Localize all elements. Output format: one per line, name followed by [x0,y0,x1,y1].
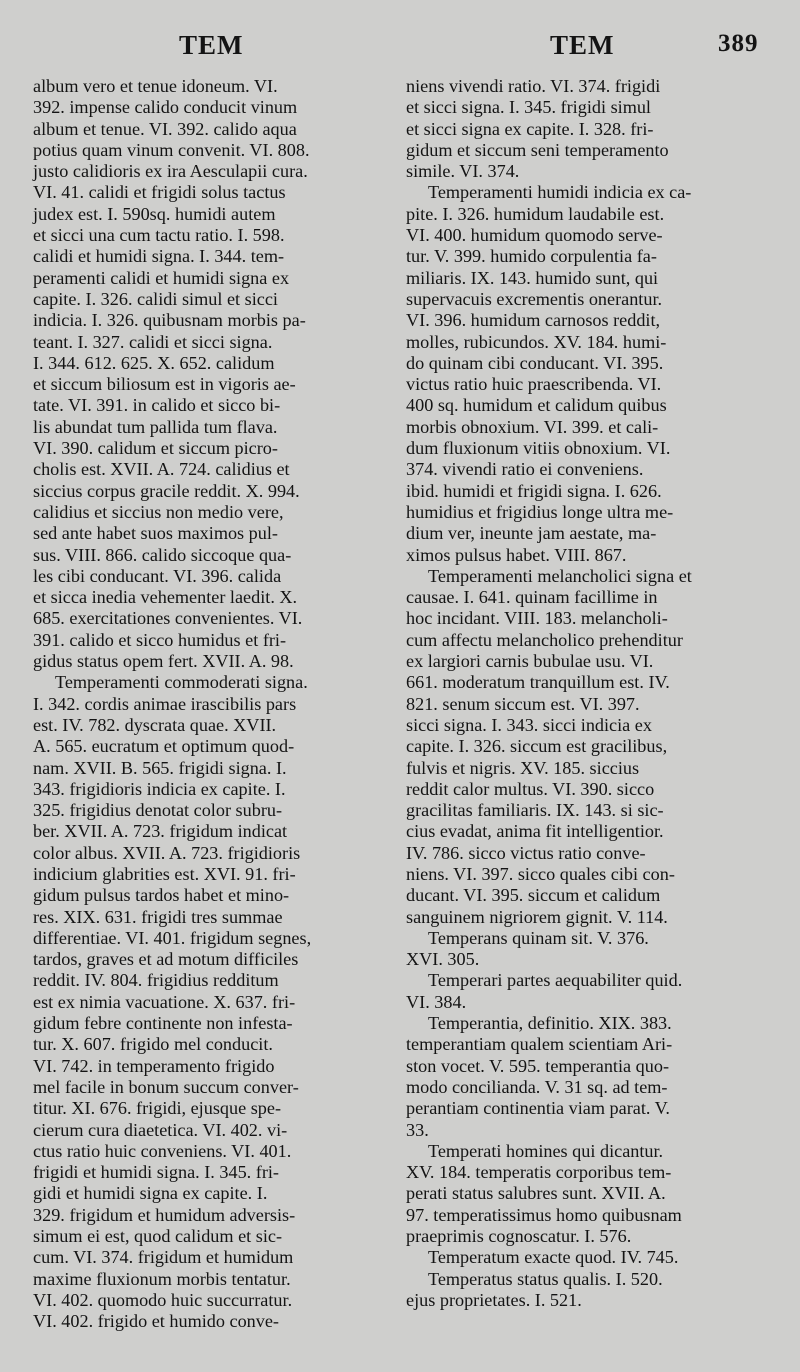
text-line: 685. exercitationes convenientes. VI. [33,608,303,629]
text-line: niens vivendi ratio. VI. 374. frigidi [406,76,661,96]
text-line: maxime fluxionum morbis tentatur. [33,1268,291,1289]
text-line: ejus proprietates. I. 521. [406,1289,582,1310]
text-line: ston vocet. V. 595. temperantia quo- [406,1055,669,1076]
text-line: I. 344. 612. 625. X. 652. calidum [33,352,275,373]
text-line: et sicci una cum tactu ratio. I. 598. [33,225,285,246]
text-line: siccius corpus gracile reddit. X. 994. [33,480,300,501]
text-line: simile. VI. 374. [406,161,520,182]
text-line: niens. VI. 397. sicco quales cibi con- [406,863,675,884]
entry-headword-line: Temperans quinam sit. V. 376. [428,927,649,948]
text-line: gidum pulsus tardos habet et mino- [33,885,290,906]
text-line: peramenti calidi et humidi signa ex [33,267,290,288]
text-line: perantiam continentia viam parat. V. [406,1098,670,1119]
text-line: 329. frigidum et humidum adversis- [33,1204,296,1225]
text-line: tur. V. 399. humido corpulentia fa- [406,246,657,267]
text-line: VI. 396. humidum carnosos reddit, [406,310,661,331]
entry-headword-line: Temperamenti commoderati signa. [55,672,308,693]
text-line: indicium glabrities est. XVI. 91. fri- [33,863,296,884]
text-line: 343. frigidioris indicia ex capite. I. [33,778,286,799]
text-line: perati status salubres sunt. XVII. A. [406,1183,666,1204]
text-line: causae. I. 641. quinam facillime in [406,587,658,608]
text-line: XV. 184. temperatis corporibus tem- [406,1162,672,1183]
text-line: supervacuis excrementis onerantur. [406,288,663,309]
text-line: cholis est. XVII. A. 724. calidius et [33,459,290,480]
text-line: ber. XVII. A. 723. frigidum indicat [33,821,288,842]
right-text-column [406,76,768,1311]
text-line: dum fluxionum vitiis obnoxium. VI. [406,438,671,459]
text-line: cum affectu melancholico prehenditur [406,629,683,650]
text-line: justo calidioris ex ira Aesculapii cura. [33,161,308,182]
text-line: teant. I. 327. calidi et sicci signa. [33,331,273,352]
text-line: et siccum biliosum est in vigoris ae- [33,374,296,395]
text-line: A. 565. eucratum et optimum quod- [33,736,295,757]
text-line: miliaris. IX. 143. humido sunt, qui [406,267,659,288]
text-line: cum. VI. 374. frigidum et humidum [33,1247,294,1268]
text-line: et sicci signa. I. 345. frigidi simul [406,97,651,118]
text-line: VI. 41. calidi et frigidi solus tactus [33,182,286,203]
text-line: cius evadat, anima fit intelligentior. [406,821,664,842]
entry-headword-line: Temperamenti humidi indicia ex ca- [428,182,692,203]
text-line: capite. I. 326. siccum est gracilibus, [406,736,668,757]
text-line: tardos, graves et ad motum difficiles [33,949,299,970]
text-line: est ex nimia vacuatione. X. 637. fri- [33,991,296,1012]
text-line: dium ver, ineunte jam aestate, ma- [406,523,657,544]
text-line: ctus ratio huic conveniens. VI. 401. [33,1140,292,1161]
text-line: calidi et humidi signa. I. 344. tem- [33,246,285,267]
text-line: VI. 390. calidum et siccum picro- [33,438,278,459]
text-line: simum ei est, quod calidum et sic- [33,1226,283,1247]
text-line: hoc incidant. VIII. 183. melancholi- [406,608,668,629]
entry-headword-line: Temperatum exacte quod. IV. 745. [428,1247,679,1268]
text-line: tur. X. 607. frigido mel conducit. [33,1034,273,1055]
text-line: album vero et tenue idoneum. VI. [33,76,278,96]
text-line: gidi et humidi signa ex capite. I. [33,1183,268,1204]
text-line: 97. temperatissimus homo quibusnam [406,1204,682,1225]
text-line: gidus status opem fert. XVII. A. 98. [33,651,294,672]
text-line: mel facile in bonum succum conver- [33,1076,299,1097]
text-line: XVI. 305. [406,949,480,970]
text-line: VI. 400. humidum quomodo serve- [406,225,663,246]
text-line: judex est. I. 590sq. humidi autem [33,203,276,224]
text-line: titur. XI. 676. frigidi, ejusque spe- [33,1098,282,1119]
text-line: temperantiam qualem scientiam Ari- [406,1034,673,1055]
entry-headword-line: Temperati homines qui dicantur. [428,1140,664,1161]
text-line: differentiae. VI. 401. frigidum segnes, [33,927,312,948]
entry-headword-line: Temperari partes aequabiliter quid. [428,970,683,991]
text-line: sicci signa. I. 343. sicci indicia ex [406,714,652,735]
text-line: 400 sq. humidum et calidum quibus [406,395,667,416]
text-line: pite. I. 326. humidum laudabile est. [406,203,665,224]
text-line: sus. VIII. 866. calido siccoque qua- [33,544,292,565]
text-line: lis abundat tum pallida tum flava. [33,416,278,437]
text-line: nam. XVII. B. 565. frigidi signa. I. [33,757,287,778]
entry-headword-line: Temperantia, definitio. XIX. 383. [428,1013,672,1034]
text-line: VI. 402. quomodo huic succurratur. [33,1289,293,1310]
text-line: VI. 384. [406,991,467,1012]
left-text-column [33,76,390,1333]
text-line: 661. moderatum tranquillum est. IV. [406,672,670,693]
text-line: res. XIX. 631. frigidi tres summae [33,906,283,927]
text-line: modo concilianda. V. 31 sq. ad tem- [406,1076,668,1097]
text-line: gidum febre continente non infesta- [33,1013,293,1034]
text-line: VI. 742. in temperamento frigido [33,1055,275,1076]
text-line: reddit calor multus. VI. 390. sicco [406,778,655,799]
text-line: morbis obnoxium. VI. 399. et cali- [406,416,659,437]
text-line: molles, rubicundos. XV. 184. humi- [406,331,667,352]
text-line: humidius et frigidius longe ultra me- [406,501,674,522]
text-line: est. IV. 782. dyscrata quae. XVII. [33,714,277,735]
text-line: reddit. IV. 804. frigidius redditum [33,970,279,991]
running-head-left: TEM [179,30,244,60]
text-line: cierum cura diaetetica. VI. 402. vi- [33,1119,288,1140]
text-line: ximos pulsus habet. VIII. 867. [406,544,627,565]
text-line: sanguinem nigriorem gignit. V. 114. [406,906,668,927]
text-line: color albus. XVII. A. 723. frigidioris [33,842,301,863]
text-line: gidum et siccum seni temperamento [406,139,669,160]
text-line: frigidi et humidi signa. I. 345. fri- [33,1162,279,1183]
text-line: 325. frigidius denotat color subru- [33,800,283,821]
text-line: calidius et siccius non medio vere, [33,501,284,522]
text-line: do quinam cibi conducant. VI. 395. [406,352,664,373]
text-line: praeprimis cognoscatur. I. 576. [406,1226,632,1247]
text-line: ducant. VI. 395. siccum et calidum [406,885,661,906]
text-line: potius quam vinum convenit. VI. 808. [33,139,310,160]
text-line: ibid. humidi et frigidi signa. I. 626. [406,480,662,501]
text-line: 392. impense calido conducit vinum [33,97,298,118]
text-line: IV. 786. sicco victus ratio conve- [406,842,646,863]
text-line: gracilitas familiaris. IX. 143. si sic- [406,800,664,821]
text-line: 821. senum siccum est. VI. 397. [406,693,640,714]
text-line: capite. I. 326. calidi simul et sicci [33,288,278,309]
text-line: les cibi conducant. VI. 396. calida [33,565,282,586]
text-line: I. 342. cordis animae irascibilis pars [33,693,297,714]
text-line: ex largiori carnis bubulae usu. VI. [406,651,654,672]
text-line: 391. calido et sicco humidus et fri- [33,629,287,650]
text-line: fulvis et nigris. XV. 185. siccius [406,757,640,778]
text-line: et sicca inedia vehementer laedit. X. [33,587,298,608]
page-number: 389 [718,30,759,57]
text-line: album et tenue. VI. 392. calido aqua [33,118,297,139]
text-line: tate. VI. 391. in calido et sicco bi- [33,395,281,416]
entry-headword-line: Temperatus status qualis. I. 520. [428,1268,663,1289]
text-line: 374. vivendi ratio ei conveniens. [406,459,644,480]
text-line: victus ratio huic praescribenda. VI. [406,374,662,395]
text-line: sed ante habet suos maximos pul- [33,523,278,544]
text-line: 33. [406,1119,429,1140]
running-head-right: TEM [550,30,615,60]
text-line: et sicci signa ex capite. I. 328. fri- [406,118,654,139]
text-line: VI. 402. frigido et humido conve- [33,1311,279,1332]
entry-headword-line: Temperamenti melancholici signa et [428,565,692,586]
text-line: indicia. I. 326. quibusnam morbis pa- [33,310,306,331]
